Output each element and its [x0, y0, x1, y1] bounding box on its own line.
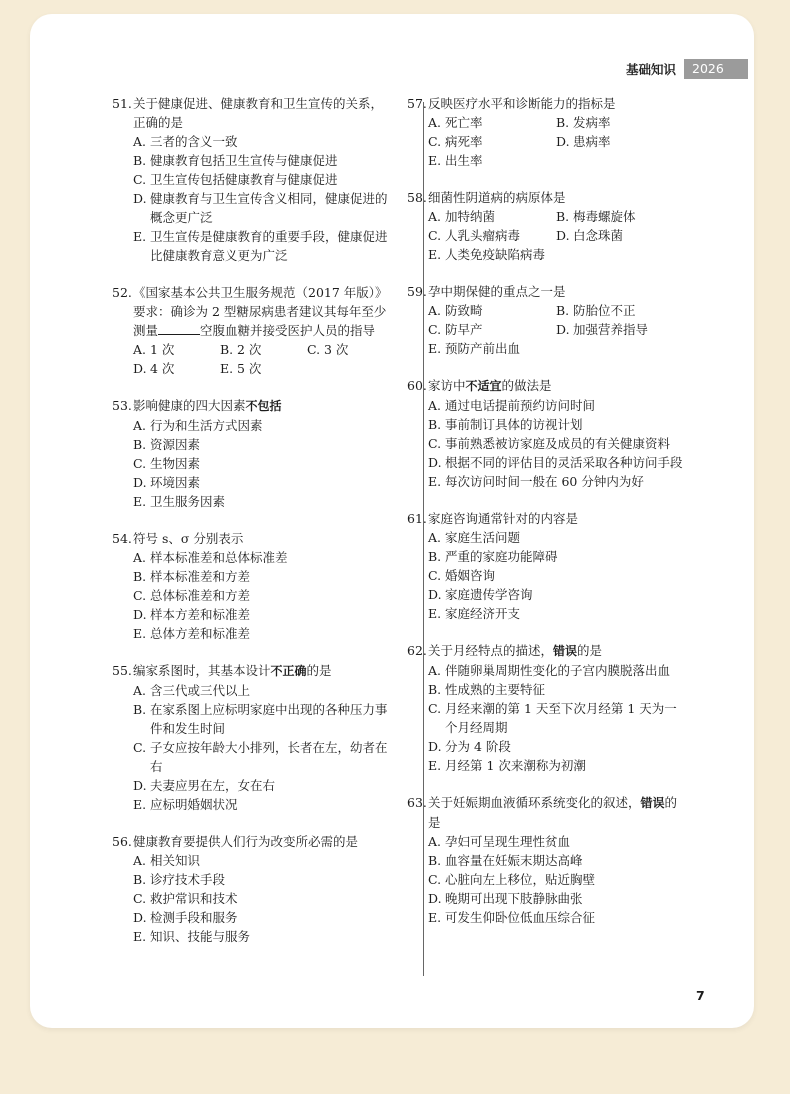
- question-stem: 关于健康促进、健康教育和卫生宣传的关系，正确的是: [133, 96, 384, 130]
- question-number: 61.: [407, 511, 427, 526]
- question-stem: 家访中不适宜的做法是: [428, 378, 552, 393]
- option-a: A. 相关知识: [133, 853, 201, 868]
- option-c: C. 人乳头瘤病毒: [428, 228, 521, 243]
- option-c: C. 月经来潮的第 1 天至下次月经第 1 天为一个月经周期: [428, 701, 677, 735]
- question-number: 51.: [112, 96, 132, 111]
- option-a: A. 样本标准差和总体标准差: [133, 550, 288, 565]
- left-column: [112, 94, 394, 964]
- question-54: [112, 529, 394, 643]
- question-stem: 家庭咨询通常针对的内容是: [428, 511, 579, 526]
- book-page: [30, 14, 754, 1028]
- option-d: D. 环境因素: [133, 475, 201, 490]
- option-e: E. 月经第 1 次来潮称为初潮: [428, 758, 586, 773]
- option-a: A. 三者的含义一致: [133, 134, 238, 149]
- question-stem: 关于月经特点的描述，错误的是: [428, 643, 603, 658]
- option-d: D. 根据不同的评估目的灵活采取各种访问手段: [428, 455, 683, 470]
- question-stem: 孕中期保健的重点之一是: [428, 284, 566, 299]
- option-e: E. 5 次: [220, 361, 262, 376]
- question-61: [407, 509, 689, 623]
- emphasis-text: 不适宜: [465, 379, 502, 393]
- option-b: B. 血容量在妊娠末期达高峰: [428, 853, 583, 868]
- option-b: B. 事前制订具体的访视计划: [428, 417, 583, 432]
- question-62: [407, 641, 689, 775]
- option-c: C. 3 次: [307, 342, 349, 357]
- option-b: B. 梅毒螺旋体: [556, 209, 636, 224]
- question-51: [112, 94, 394, 265]
- option-a: A. 加特纳菌: [428, 209, 496, 224]
- question-number: 58.: [407, 190, 427, 205]
- question-stem: 影响健康的四大因素不包括: [133, 398, 282, 413]
- question-number: 60.: [407, 378, 427, 393]
- option-e: E. 出生率: [428, 153, 483, 168]
- option-e: E. 家庭经济开支: [428, 606, 521, 621]
- option-b: B. 发病率: [556, 115, 611, 130]
- option-e: E. 知识、技能与服务: [133, 929, 251, 944]
- option-d: D. 检测手段和服务: [133, 910, 238, 925]
- option-b: B. 诊疗技术手段: [133, 872, 226, 887]
- option-a: A. 防致畸: [428, 303, 483, 318]
- option-d: D. 白念珠菌: [556, 228, 624, 243]
- question-stem: 《国家基本公共卫生服务规范（2017 年版）》要求：确诊为 2 型糖尿病患者建议其每年至少测量 空腹血糖并接受医护人员的指导: [133, 285, 388, 338]
- emphasis-text: 不正确: [270, 664, 307, 678]
- question-number: 56.: [112, 834, 132, 849]
- option-a: A. 孕妇可呈现生理性贫血: [428, 834, 571, 849]
- option-a: A. 死亡率: [428, 115, 483, 130]
- option-b: B. 严重的家庭功能障碍: [428, 549, 558, 564]
- option-d: D. 夫妻应男在左，女在右: [133, 778, 276, 793]
- option-c: C. 事前熟悉被访家庭及成员的有关健康资料: [428, 436, 671, 451]
- question-stem: 关于妊娠期血液循环系统变化的叙述，错误的是: [428, 795, 678, 830]
- question-number: 52.: [112, 285, 132, 300]
- fill-blank: [158, 321, 200, 335]
- option-e: E. 卫生宣传是健康教育的重要手段，健康促进比健康教育意义更为广泛: [133, 229, 388, 263]
- option-d: D. 家庭遗传学咨询: [428, 587, 533, 602]
- option-e: E. 总体方差和标准差: [133, 626, 251, 641]
- option-c: C. 子女应按年龄大小排列，长者在左，幼者在右: [133, 740, 388, 774]
- right-column: [407, 94, 689, 945]
- emphasis-text: 错误: [553, 644, 578, 658]
- question-stem: 编家系图时，其基本设计不正确的是: [133, 663, 332, 678]
- option-b: B. 2 次: [220, 342, 262, 357]
- question-58: [407, 188, 689, 264]
- option-c: C. 生物因素: [133, 456, 201, 471]
- question-52: [112, 283, 394, 378]
- option-e: E. 人类免疫缺陷病毒: [428, 247, 546, 262]
- option-c: C. 心脏向左上移位，贴近胸壁: [428, 872, 596, 887]
- option-e: E. 可发生仰卧位低血压综合征: [428, 910, 596, 925]
- option-b: B. 在家系图上应标明家庭中出现的各种压力事件和发生时间: [133, 702, 388, 736]
- option-d: D. 4 次: [133, 361, 175, 376]
- option-a: A. 行为和生活方式因素: [133, 418, 263, 433]
- option-a: A. 1 次: [133, 342, 175, 357]
- option-b: B. 样本标准差和方差: [133, 569, 251, 584]
- question-number: 57.: [407, 96, 427, 111]
- question-number: 62.: [407, 643, 427, 658]
- option-c: C. 防早产: [428, 322, 483, 337]
- option-d: D. 晚期可出现下肢静脉曲张: [428, 891, 583, 906]
- option-c: C. 救护常识和技术: [133, 891, 238, 906]
- question-number: 54.: [112, 531, 132, 546]
- option-a: A. 通过电话提前预约访问时间: [428, 398, 596, 413]
- question-57: [407, 94, 689, 170]
- question-number: 55.: [112, 663, 132, 678]
- question-59: [407, 282, 689, 358]
- option-e: E. 预防产前出血: [428, 341, 521, 356]
- option-c: C. 卫生宣传包括健康教育与健康促进: [133, 172, 338, 187]
- option-d: D. 分为 4 阶段: [428, 739, 511, 754]
- page-number: 7: [696, 988, 705, 1003]
- section-title: 基础知识: [625, 62, 676, 77]
- option-d: D. 样本方差和标准差: [133, 607, 251, 622]
- year-badge: 2026: [684, 59, 748, 79]
- page-header: [626, 59, 748, 79]
- question-stem: 健康教育要提供人们行为改变所必需的是: [133, 834, 359, 849]
- question-stem: 符号 s、σ 分别表示: [133, 531, 244, 546]
- question-56: [112, 832, 394, 946]
- option-a: A. 伴随卵巢周期性变化的子宫内膜脱落出血: [428, 663, 671, 678]
- option-c: C. 婚姻咨询: [428, 568, 496, 583]
- option-d: D. 健康教育与卫生宣传含义相同，健康促进的概念更广泛: [133, 191, 388, 225]
- question-number: 53.: [112, 398, 132, 413]
- option-d: D. 患病率: [556, 134, 611, 149]
- question-number: 63.: [407, 795, 427, 810]
- option-d: D. 加强营养指导: [556, 322, 649, 337]
- question-60: [407, 376, 689, 491]
- question-stem: 细菌性阴道病的病原体是: [428, 190, 566, 205]
- option-e: E. 应标明婚姻状况: [133, 797, 238, 812]
- question-55: [112, 661, 394, 814]
- option-e: E. 卫生服务因素: [133, 494, 226, 509]
- option-c: C. 总体标准差和方差: [133, 588, 251, 603]
- question-number: 59.: [407, 284, 427, 299]
- option-a: A. 家庭生活问题: [428, 530, 521, 545]
- option-a: A. 含三代或三代以上: [133, 683, 251, 698]
- option-b: B. 健康教育包括卫生宣传与健康促进: [133, 153, 338, 168]
- option-b: B. 防胎位不正: [556, 303, 636, 318]
- question-53: [112, 396, 394, 511]
- option-b: B. 资源因素: [133, 437, 201, 452]
- emphasis-text: 错误: [640, 796, 665, 810]
- question-stem: 反映医疗水平和诊断能力的指标是: [428, 96, 616, 111]
- emphasis-text: 不包括: [245, 399, 282, 413]
- option-e: E. 每次访问时间一般在 60 分钟内为好: [428, 474, 644, 489]
- option-c: C. 病死率: [428, 134, 483, 149]
- option-b: B. 性成熟的主要特征: [428, 682, 546, 697]
- question-63: [407, 793, 689, 927]
